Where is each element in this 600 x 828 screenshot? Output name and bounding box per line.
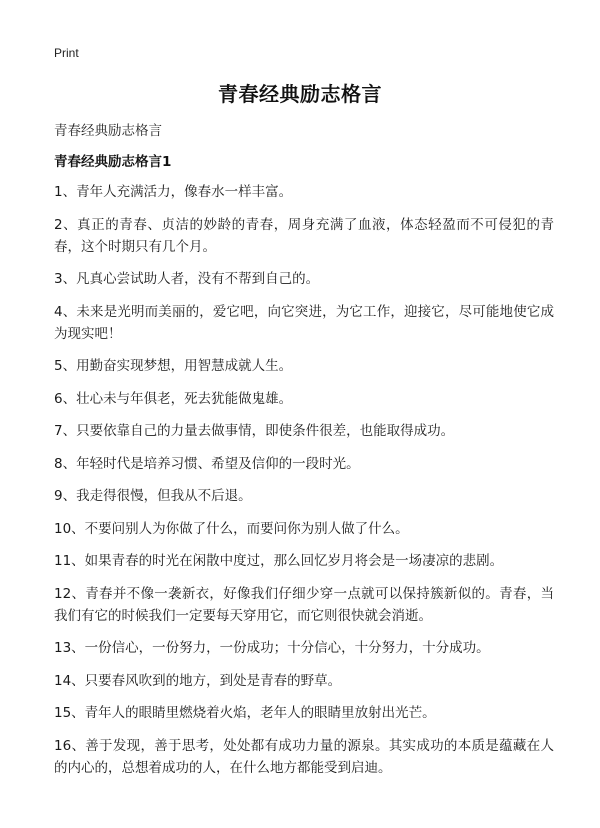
quote-item: 6、壮心未与年俱老，死去犹能做鬼雄。 (54, 390, 293, 407)
document-title: 青春经典励志格言 (218, 82, 382, 106)
quote-item: 7、只要依靠自己的力量去做事情，即使条件很差，也能取得成功。 (54, 423, 455, 439)
quote-item: 5、用勤奋实现梦想，用智慧成就人生。 (54, 358, 293, 374)
quote-item: 10、不要问别人为你做了什么，而要问你为别人做了什么。 (54, 520, 409, 537)
quote-list (54, 181, 554, 789)
print-link[interactable]: Print (54, 46, 79, 60)
quote-item: 12、青春并不像一袭新衣，好像我们仔细少穿一点就可以保持簇新似的。青春，当我们有它的时候我们一定要每天穿用它，而它则很快就会消逝。 (54, 585, 554, 624)
quote-item: 9、我走得很慢，但我从不后退。 (54, 488, 252, 504)
section-heading: 青春经典励志格言1 (54, 154, 172, 170)
document-subtitle: 青春经典励志格言 (54, 123, 162, 139)
quote-item: 8、年轻时代是培养习惯、希望及信仰的一段时光。 (54, 455, 360, 472)
quote-item: 1、青年人充满活力，像春水一样丰富。 (54, 184, 293, 200)
quote-item: 13、一份信心，一份努力，一份成功；十分信心，十分努力，十分成功。 (54, 640, 490, 656)
quote-item: 15、青年人的眼睛里燃烧着火焰，老年人的眼睛里放射出光芒。 (54, 705, 436, 721)
quote-item: 4、未来是光明而美丽的，爱它吧，向它突进，为它工作，迎接它，尽可能地使它成为现实吧！ (54, 303, 554, 342)
quote-item: 11、如果青春的时光在闲散中度过，那么回忆岁月将会是一场凄凉的悲剧。 (54, 553, 504, 569)
quote-item: 2、真正的青春、贞洁的妙龄的青春，周身充满了血液，体态轻盈而不可侵犯的青春，这个时期只有几个月。 (54, 216, 554, 255)
quote-item: 16、善于发现，善于思考，处处都有成功力量的源泉。其实成功的本质是蕴藏在人的内心的，总想着成功的人，在什么地方都能受到启迪。 (54, 737, 554, 776)
quote-item: 14、只要春风吹到的地方，到处是青春的野草。 (54, 672, 342, 689)
quote-item: 3、凡真心尝试助人者，没有不帮到自己的。 (54, 271, 320, 287)
